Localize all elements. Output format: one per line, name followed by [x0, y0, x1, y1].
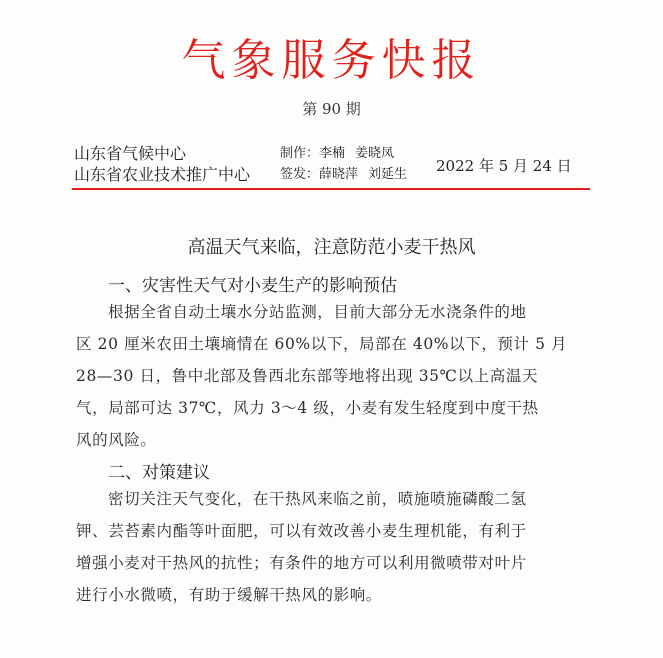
section-heading-impact: 一、灾害性天气对小麦生产的影响预估	[108, 276, 397, 296]
paragraph-line: 28—30 日，鲁中北部及鲁西北东部等地将出现 35℃以上高温天	[76, 367, 539, 385]
paragraph-line: 密切关注天气变化，在干热风来临之前，喷施喷施磷酸二氢	[108, 490, 527, 508]
issue-date: 2022 年 5 月 24 日	[436, 157, 572, 175]
approvers-label: 签发：	[280, 167, 320, 182]
issue-number: 第 90 期	[302, 100, 361, 118]
header-divider	[72, 188, 590, 190]
issuer-climate-center: 山东省气候中心	[74, 144, 187, 163]
producer-name: 姜晓凤	[355, 146, 395, 161]
bulletin-title: 气象服务快报	[181, 35, 482, 86]
paragraph-line: 钾、芸苔素内酯等叶面肥，可以有效改善小麦生理机能，有利于	[76, 522, 527, 540]
producer-name: 李楠	[319, 146, 346, 161]
article-title: 高温天气来临，注意防范小麦干热风	[187, 237, 476, 258]
section-body-recommendations	[76, 483, 588, 611]
issuer-agri-extension-center: 山东省农业技术推广中心	[74, 165, 251, 184]
paragraph-line: 根据全省自动土壤水分站监测，目前大部分无水浇条件的地	[108, 303, 527, 321]
section-body-impact	[76, 296, 588, 456]
paragraph-line: 进行小水微喷，有助于缓解干热风的影响。	[76, 586, 382, 604]
staff-block	[280, 143, 407, 185]
approvers-row	[280, 164, 407, 185]
section-heading-recommendations: 二、对策建议	[108, 463, 210, 483]
paragraph-line: 风的风险。	[76, 431, 157, 449]
producers-label: 制作：	[280, 146, 320, 161]
paragraph-line: 增强小麦对干热风的抗性；有条件的地方可以利用微喷带对叶片	[76, 554, 527, 572]
issuing-organizations	[74, 143, 250, 185]
paragraph-line: 气，局部可达 37℃，风力 3～4 级，小麦有发生轻度到中度干热	[76, 399, 539, 417]
producers-row	[280, 143, 407, 164]
paragraph-line: 区 20 厘米农田土壤墒情在 60%以下，局部在 40%以下，预计 5 月	[76, 335, 568, 353]
approver-name: 刘延生	[368, 167, 408, 182]
approver-name: 薛晓萍	[319, 167, 359, 182]
